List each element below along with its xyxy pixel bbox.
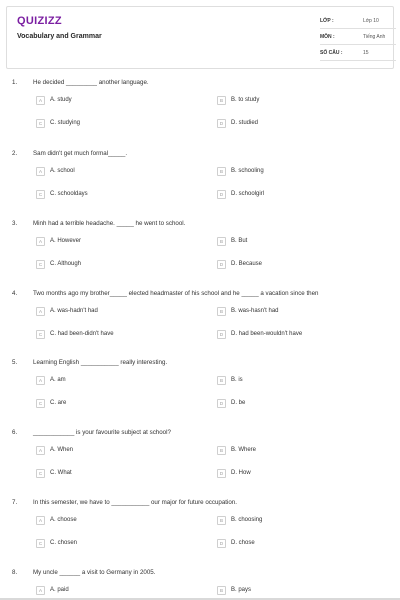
option-letter-box: A: [36, 96, 45, 105]
option-letter-box: A: [36, 376, 45, 385]
question-text: Minh had a terrible headache. _____ he went to school.: [33, 220, 186, 227]
option-text: A. However: [50, 238, 82, 244]
question-text: Learning English ___________ really interesting.: [33, 359, 168, 366]
option-letter-box: A: [36, 237, 45, 246]
option-text: B. Where: [231, 447, 257, 453]
option-letter-box: D: [217, 330, 226, 339]
option-text: A. choose: [50, 517, 77, 523]
option-text: D. be: [231, 400, 246, 406]
option-text: A. was-hadn't had: [50, 308, 98, 314]
option-text: D. studied: [231, 120, 259, 126]
meta-label: SỐ CÂU :: [320, 50, 343, 56]
option-text: C. schooldays: [50, 191, 88, 197]
meta-label: MÔN :: [320, 34, 335, 40]
option-text: D. How: [231, 470, 251, 476]
option-text: B. But: [231, 238, 248, 244]
question-number: 7.: [12, 499, 18, 506]
option-text: A. study: [50, 97, 72, 103]
option-letter-box: D: [217, 119, 226, 128]
option-letter-box: A: [36, 586, 45, 595]
option-text: B. is: [231, 377, 243, 383]
option-text: C. are: [50, 400, 67, 406]
question-text: ____________ is your favourite subject at school?: [33, 429, 171, 436]
option-text: A. paid: [50, 587, 69, 593]
worksheet-header: [6, 6, 394, 69]
option-letter-box: D: [217, 260, 226, 269]
option-letter-box: A: [36, 516, 45, 525]
option-letter-box: D: [217, 399, 226, 408]
option-letter-box: B: [217, 516, 226, 525]
question-text: My uncle ______ a visit to Germany in 2005.: [33, 569, 156, 576]
question-text: Two months ago my brother_____ elected headmaster of his school and he _____ a vacation since then: [33, 290, 319, 297]
option-letter-box: A: [36, 307, 45, 316]
option-text: C. chosen: [50, 540, 78, 546]
option-text: A. am: [50, 377, 66, 383]
option-text: C. What: [50, 470, 72, 476]
option-letter-box: D: [217, 469, 226, 478]
option-text: A. school: [50, 168, 75, 174]
divider: [320, 60, 396, 61]
meta-label: LỚP :: [320, 18, 334, 24]
option-letter-box: B: [217, 586, 226, 595]
divider: [320, 28, 396, 29]
question-number: 1.: [12, 79, 18, 86]
question-number: 4.: [12, 290, 18, 297]
question-text: Sam didn't get much formal_____.: [33, 150, 128, 157]
option-letter-box: C: [36, 330, 45, 339]
quizizz-logo: QUIZIZZ: [17, 15, 62, 27]
option-letter-box: C: [36, 399, 45, 408]
question-number: 5.: [12, 359, 18, 366]
option-letter-box: A: [36, 167, 45, 176]
option-letter-box: C: [36, 539, 45, 548]
option-text: D. Because: [231, 261, 263, 267]
meta-value: Tiếng Anh: [363, 34, 386, 40]
option-text: B. pays: [231, 587, 252, 593]
option-letter-box: B: [217, 96, 226, 105]
option-letter-box: B: [217, 446, 226, 455]
option-text: C. studying: [50, 120, 81, 126]
option-letter-box: C: [36, 260, 45, 269]
option-text: B. to study: [231, 97, 260, 103]
option-text: D. schoolgirl: [231, 191, 265, 197]
option-letter-box: C: [36, 469, 45, 478]
option-text: B. choosing: [231, 517, 263, 523]
question-number: 2.: [12, 150, 18, 157]
option-letter-box: A: [36, 446, 45, 455]
meta-value: 15: [363, 50, 369, 56]
option-text: C. had been-didn't have: [50, 331, 114, 337]
page-title: Vocabulary and Grammar: [17, 33, 102, 40]
option-letter-box: B: [217, 237, 226, 246]
question-number: 6.: [12, 429, 18, 436]
option-text: C. Although: [50, 261, 82, 267]
question-number: 3.: [12, 220, 18, 227]
option-letter-box: C: [36, 190, 45, 199]
meta-value: Lớp 10: [363, 18, 379, 24]
option-text: A. When: [50, 447, 74, 453]
option-text: B. was-hasn't had: [231, 308, 279, 314]
question-text: In this semester, we have to ___________ our major for future occupation.: [33, 499, 237, 506]
option-letter-box: B: [217, 167, 226, 176]
option-letter-box: B: [217, 376, 226, 385]
option-letter-box: D: [217, 539, 226, 548]
option-letter-box: C: [36, 119, 45, 128]
question-number: 8.: [12, 569, 18, 576]
option-letter-box: B: [217, 307, 226, 316]
option-text: D. chose: [231, 540, 255, 546]
option-text: D. had been-wouldn't have: [231, 331, 303, 337]
option-letter-box: D: [217, 190, 226, 199]
option-text: B. schooling: [231, 168, 264, 174]
divider: [320, 44, 396, 45]
question-text: He decided _________ another language.: [33, 79, 149, 86]
